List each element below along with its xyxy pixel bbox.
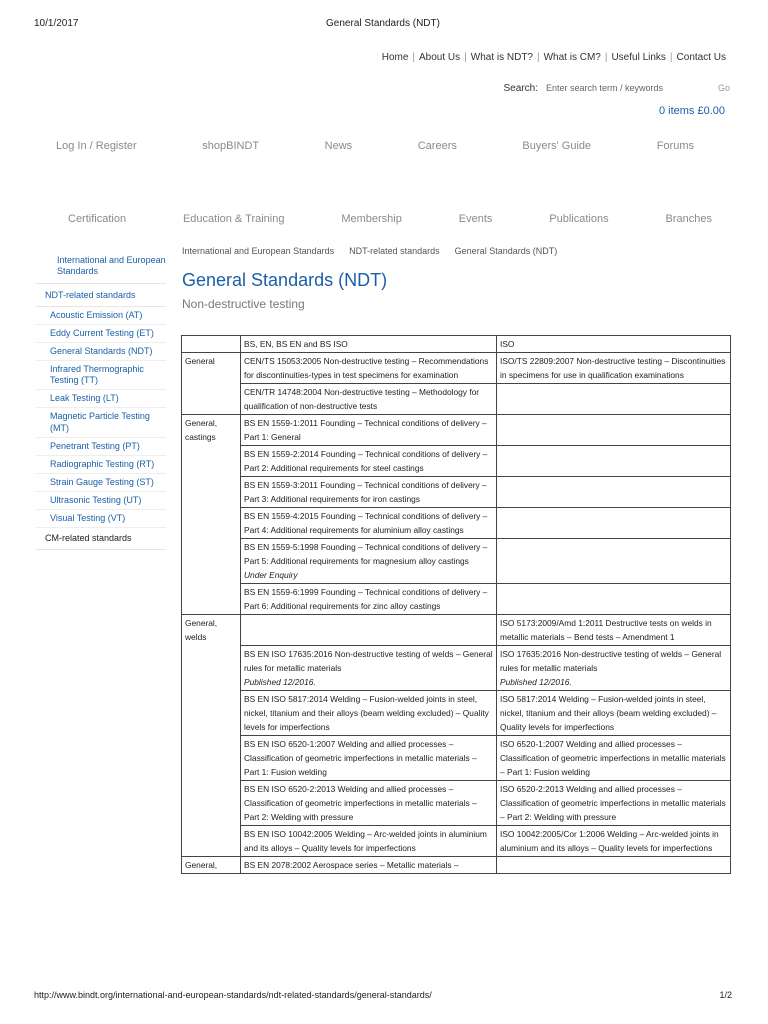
nav-separator: | xyxy=(604,52,608,63)
table-row xyxy=(182,539,731,584)
sidebar-item-penetrant-testing-pt[interactable]: Penetrant Testing (PT) xyxy=(36,438,166,456)
iso-standard-cell xyxy=(497,615,731,646)
bs-standard-cell xyxy=(241,691,497,736)
bs-standard-text: BS EN 1559-6:1999 Founding – Technical conditions of delivery – Part 6: Additional requirements for zinc alloy castings xyxy=(244,587,488,611)
bs-standard-cell xyxy=(241,415,497,446)
sidebar-item-strain-gauge-testing-st[interactable]: Strain Gauge Testing (ST) xyxy=(36,474,166,492)
bs-standard-text: BS EN ISO 6520-2:2013 Welding and allied processes – Classification of geometric imperfections in metallic materials – Part 2: Welding with pressure xyxy=(244,784,477,822)
print-title: General Standards (NDT) xyxy=(326,18,440,29)
table-header-cell xyxy=(182,336,241,353)
main-nav-forums[interactable]: Forums xyxy=(656,140,694,152)
bs-standard-text: BS EN 1559-4:2015 Founding – Technical conditions of delivery – Part 4: Additional requirements for aluminium alloy castings xyxy=(244,511,488,535)
bs-standard-text: BS EN 1559-1:2011 Founding – Technical conditions of delivery – Part 1: General xyxy=(244,418,487,442)
print-date: 10/1/2017 xyxy=(34,18,79,29)
main-nav-branches[interactable]: Branches xyxy=(665,213,712,225)
print-url: http://www.bindt.org/international-and-european-standards/ndt-related-standards/general-standards/ xyxy=(34,990,432,1000)
bs-standard-cell xyxy=(241,736,497,781)
main-nav-shopbindt[interactable]: shopBINDT xyxy=(202,140,260,152)
bs-standard-cell xyxy=(241,781,497,826)
main-nav-education-training[interactable]: Education & Training xyxy=(182,213,285,225)
iso-standard-cell xyxy=(497,446,731,477)
standards-table xyxy=(181,335,731,874)
top-nav-what-is-ndt[interactable]: What is NDT? xyxy=(470,52,533,63)
category-cell: General, welds xyxy=(182,615,241,857)
iso-standard-cell xyxy=(497,477,731,508)
bs-standard-cell xyxy=(241,446,497,477)
main-nav-publications[interactable]: Publications xyxy=(549,213,609,225)
bs-standard-text: BS EN 1559-5:1998 Founding – Technical conditions of delivery – Part 5: Additional requirements for magnesium alloy castings xyxy=(244,542,488,566)
iso-standard-text: ISO/TS 22809:2007 Non-destructive testing – Discontinuities in specimens for use in qualification examinations xyxy=(500,356,726,380)
iso-standard-cell xyxy=(497,781,731,826)
category-cell: General, xyxy=(182,857,241,874)
main-nav-log-in-register[interactable]: Log In / Register xyxy=(56,140,137,152)
table-row xyxy=(182,691,731,736)
main-nav-events[interactable]: Events xyxy=(458,213,493,225)
search-label: Search: xyxy=(503,82,538,94)
sidebar-item-acoustic-emission-at[interactable]: Acoustic Emission (AT) xyxy=(36,307,166,325)
iso-standard-cell xyxy=(497,415,731,446)
table-header-cell: ISO xyxy=(497,336,731,353)
iso-standard-cell xyxy=(497,384,731,415)
iso-standard-text: ISO 6520-2:2013 Welding and allied processes – Classification of geometric imperfections in metallic materials – Part 2: Welding with pressure xyxy=(500,784,726,822)
sidebar-item-magnetic-particle-testing-mt[interactable]: Magnetic Particle Testing (MT) xyxy=(36,408,166,438)
iso-standard-cell xyxy=(497,539,731,584)
page-subtitle: Non-destructive testing xyxy=(182,297,305,311)
breadcrumb-item[interactable]: International and European Standards xyxy=(182,246,335,256)
top-nav-contact-us[interactable]: Contact Us xyxy=(676,52,726,63)
top-nav xyxy=(378,52,730,63)
category-cell: General xyxy=(182,353,241,415)
iso-standard-cell xyxy=(497,646,731,691)
iso-standard-text: ISO 6520-1:2007 Welding and allied processes – Classification of geometric imperfections in metallic materials – Part 1: Fusion welding xyxy=(500,739,726,777)
iso-standard-cell xyxy=(497,353,731,384)
page-title: General Standards (NDT) xyxy=(182,270,388,290)
bs-standard-text: BS EN ISO 17635:2016 Non-destructive testing of welds – General rules for metallic materials xyxy=(244,649,493,673)
table-row xyxy=(182,415,731,446)
main-nav-certification[interactable]: Certification xyxy=(68,213,127,225)
bs-standard-text: CEN/TR 14748:2004 Non-destructive testing – Methodology for qualification of non-destructive tests xyxy=(244,387,480,411)
table-header-row xyxy=(182,336,731,353)
bs-standard-note: Published 12/2016. xyxy=(244,677,316,687)
sidebar-item-international-standards[interactable]: International and European Standards xyxy=(36,252,166,284)
search-input[interactable] xyxy=(544,82,698,94)
bs-standard-cell xyxy=(241,826,497,857)
nav-separator: | xyxy=(537,52,540,63)
nav-separator: | xyxy=(412,52,416,63)
sidebar-item-eddy-current-testing-et[interactable]: Eddy Current Testing (ET) xyxy=(36,325,166,343)
sidebar-item-ultrasonic-testing-ut[interactable]: Ultrasonic Testing (UT) xyxy=(36,492,166,510)
iso-standard-cell xyxy=(497,584,731,615)
bs-standard-cell xyxy=(241,857,497,874)
iso-standard-cell xyxy=(497,736,731,781)
table-row xyxy=(182,353,731,384)
bs-standard-cell xyxy=(241,508,497,539)
bs-standard-cell xyxy=(241,353,497,384)
iso-standard-text: ISO 5817:2014 Welding – Fusion-welded joints in steel, nickel, titanium and their alloys (beam welding excluded) – Quality levels for imperfections xyxy=(500,694,717,732)
table-row xyxy=(182,384,731,415)
sidebar xyxy=(36,252,166,550)
top-nav-what-is-cm[interactable]: What is CM? xyxy=(543,52,601,63)
table-row xyxy=(182,736,731,781)
iso-standard-text: ISO 17635:2016 Non-destructive testing of welds – General rules for metallic materials xyxy=(500,649,722,673)
sidebar-submenu xyxy=(36,307,166,528)
main-nav-primary xyxy=(34,140,732,152)
sidebar-item-leak-testing-lt[interactable]: Leak Testing (LT) xyxy=(36,390,166,408)
breadcrumb-item[interactable]: NDT-related standards xyxy=(349,246,440,256)
table-row xyxy=(182,781,731,826)
table-row xyxy=(182,615,731,646)
sidebar-item-radiographic-testing-rt[interactable]: Radiographic Testing (RT) xyxy=(36,456,166,474)
search-go-button[interactable]: Go xyxy=(717,83,730,93)
table-row xyxy=(182,857,731,874)
iso-standard-cell xyxy=(497,691,731,736)
sidebar-item-infrared-thermographic-testing-tt[interactable]: Infrared Thermographic Testing (TT) xyxy=(36,361,166,391)
bs-standard-note: Under Enquiry xyxy=(244,570,298,580)
sidebar-item-ndt-standards[interactable]: NDT-related standards xyxy=(36,284,166,307)
breadcrumb-item: General Standards (NDT) xyxy=(454,246,558,256)
bs-standard-cell xyxy=(241,646,497,691)
bs-standard-cell xyxy=(241,615,497,646)
table-row xyxy=(182,446,731,477)
table-row xyxy=(182,646,731,691)
bs-standard-cell xyxy=(241,584,497,615)
main-nav-news[interactable]: News xyxy=(324,140,353,152)
sidebar-item-visual-testing-vt[interactable]: Visual Testing (VT) xyxy=(36,510,166,528)
table-row xyxy=(182,584,731,615)
bs-standard-text: BS EN 1559-2:2014 Founding – Technical conditions of delivery – Part 2: Additional requirements for steel castings xyxy=(244,449,488,473)
table-row xyxy=(182,477,731,508)
table-header-cell: BS, EN, BS EN and BS ISO xyxy=(241,336,497,353)
top-nav-useful-links[interactable]: Useful Links xyxy=(611,52,666,63)
bs-standard-text: BS EN 1559-3:2011 Founding – Technical conditions of delivery – Part 3: Additional requirements for iron castings xyxy=(244,480,487,504)
iso-standard-text: ISO 5173:2009/Amd 1:2011 Destructive tests on welds in metallic materials – Bend tests – Amendment 1 xyxy=(500,618,712,642)
iso-standard-cell xyxy=(497,857,731,874)
main-nav-careers[interactable]: Careers xyxy=(417,140,457,152)
bs-standard-cell xyxy=(241,477,497,508)
nav-separator: | xyxy=(669,52,673,63)
iso-standard-note: Published 12/2016. xyxy=(500,677,572,687)
search-bar xyxy=(504,82,730,94)
bs-standard-text: BS EN ISO 10042:2005 Welding – Arc-welded joints in aluminium and its alloys – Quality levels for imperfections xyxy=(244,829,487,853)
iso-standard-cell xyxy=(497,508,731,539)
top-nav-about-us[interactable]: About Us xyxy=(419,52,461,63)
table-row xyxy=(182,508,731,539)
main-nav-secondary xyxy=(34,213,732,225)
category-cell: General, castings xyxy=(182,415,241,615)
top-nav-home[interactable]: Home xyxy=(381,52,409,63)
breadcrumb xyxy=(182,246,572,256)
basket-summary[interactable]: 0 items £0.00 xyxy=(658,105,725,117)
bs-standard-cell xyxy=(241,539,497,584)
nav-separator: | xyxy=(464,52,467,63)
bs-standard-text: BS EN 2078:2002 Aerospace series – Metallic materials – xyxy=(244,860,459,870)
bs-standard-text: CEN/TS 15053:2005 Non-destructive testing – Recommendations for discontinuities-types in test specimens for examination xyxy=(244,356,489,380)
bs-standard-cell xyxy=(241,384,497,415)
iso-standard-cell xyxy=(497,826,731,857)
iso-standard-text: ISO 10042:2005/Cor 1:2006 Welding – Arc-welded joints in aluminium and its alloys – Quality levels for imperfections xyxy=(500,829,719,853)
main-nav-buyers-guide[interactable]: Buyers' Guide xyxy=(522,140,592,152)
main-nav-membership[interactable]: Membership xyxy=(341,213,402,225)
bs-standard-text: BS EN ISO 5817:2014 Welding – Fusion-welded joints in steel, nickel, titanium and their alloys (beam welding excluded) – Quality levels for imperfections xyxy=(244,694,489,732)
bs-standard-text: BS EN ISO 6520-1:2007 Welding and allied processes – Classification of geometric imperfections in metallic materials – Part 1: Fusion welding xyxy=(244,739,477,777)
sidebar-item-cm-standards[interactable]: CM-related standards xyxy=(36,528,166,550)
sidebar-item-general-standards-ndt[interactable]: General Standards (NDT) xyxy=(36,343,166,361)
table-row xyxy=(182,826,731,857)
print-page-number: 1/2 xyxy=(719,990,732,1000)
